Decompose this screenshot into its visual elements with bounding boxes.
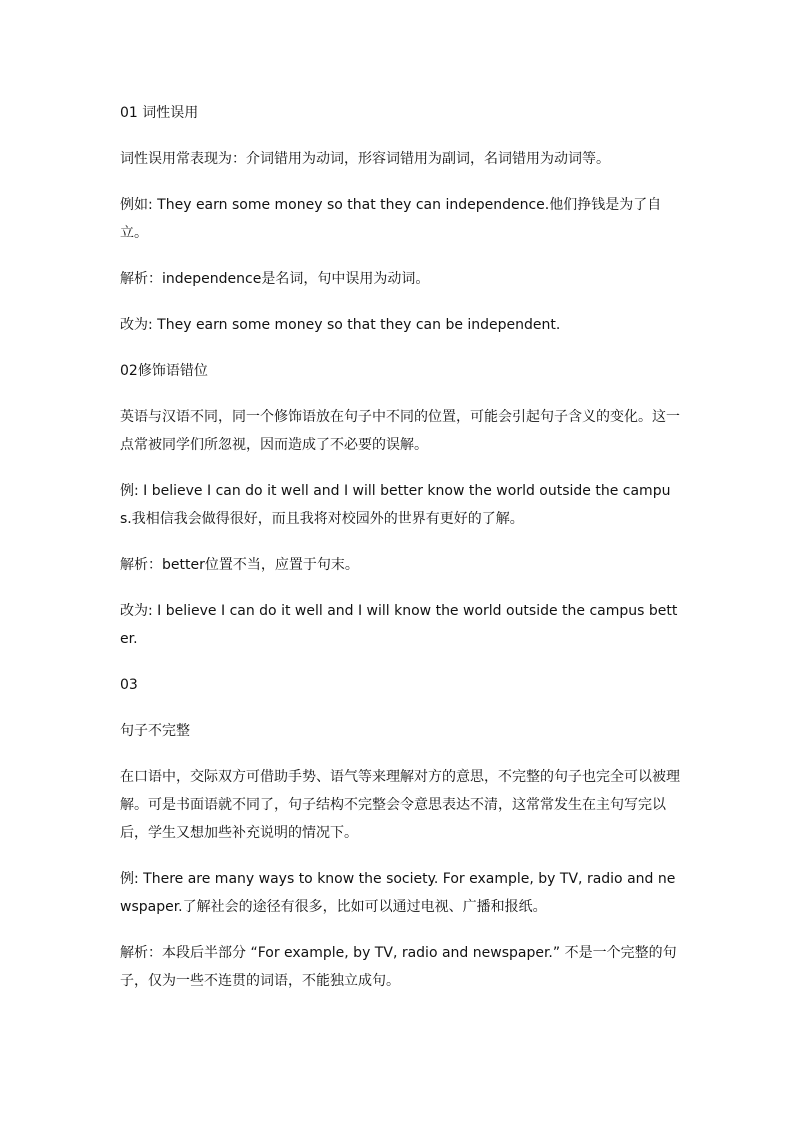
paragraph: 在口语中，交际双方可借助手势、语气等来理解对方的意思，不完整的句子也完全可以被理解。可是书面语就不同了，句子结构不完整会令意思表达不清，这常常发生在主句写完以后，学生又想加些补充说明的情况下。 xyxy=(120,769,680,841)
section-number-3: 03 xyxy=(120,677,138,693)
paragraph: 词性误用常表现为：介词错用为动词，形容词错用为副词，名词错用为动词等。 xyxy=(120,151,610,167)
analysis-paragraph: 解析：independence是名词，句中误用为动词。 xyxy=(120,271,430,287)
document-body xyxy=(120,99,680,1013)
paragraph: 英语与汉语不同，同一个修饰语放在句子中不同的位置，可能会引起句子含义的变化。这一点常被同学们所忽视，因而造成了不必要的误解。 xyxy=(120,409,680,453)
example-paragraph: 例: I believe I can do it well and I will better know the world outside the campus.我相信我会做得很好，而且我将对校园外的世界有更好的了解。 xyxy=(120,483,671,527)
analysis-paragraph: 解析：better位置不当，应置于句末。 xyxy=(120,557,359,573)
analysis-paragraph: 解析：本段后半部分 “For example, by TV, radio and newspaper.” 不是一个完整的句子，仅为一些不连贯的词语，不能独立成句。 xyxy=(120,945,677,989)
section-heading-2: 02修饰语错位 xyxy=(120,363,208,379)
section-heading-1: 01 词性误用 xyxy=(120,105,199,121)
correction-paragraph: 改为: I believe I can do it well and I will know the world outside the campus better. xyxy=(120,603,678,647)
example-paragraph: 例如: They earn some money so that they can independence.他们挣钱是为了自立。 xyxy=(120,197,662,241)
correction-paragraph: 改为: They earn some money so that they can be independent. xyxy=(120,317,561,333)
section-heading-3: 句子不完整 xyxy=(120,723,190,739)
example-paragraph: 例: There are many ways to know the society. For example, by TV, radio and newspaper.了解社会的途径有很多，比如可以通过电视、广播和报纸。 xyxy=(120,871,676,915)
